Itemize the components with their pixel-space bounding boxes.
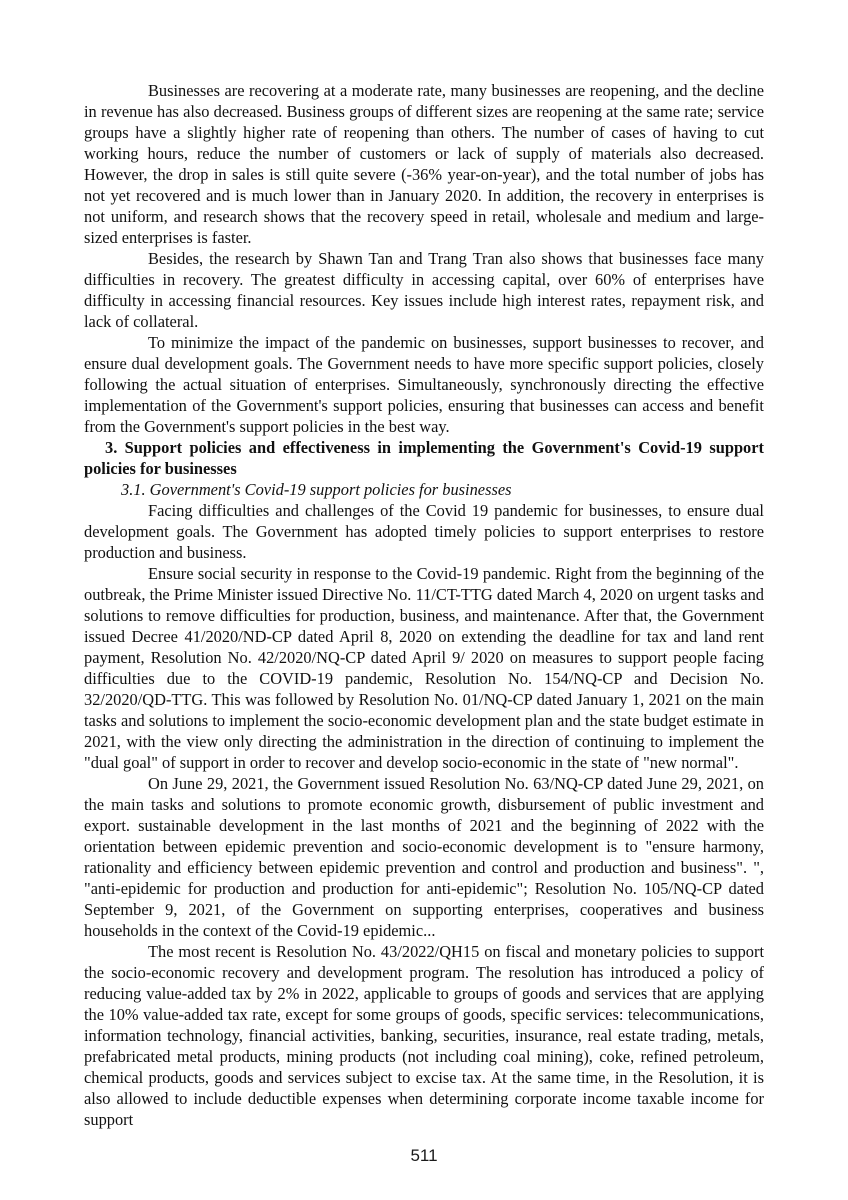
paragraph-recovery-difficulties: Besides, the research by Shawn Tan and Trang Tran also shows that businesses face many difficulties in recovery. The greatest difficulty in accessing capital, over 60% of enterprises have difficulty in accessing financial resources. Key issues include high interest rates, repayment risk, and lack of collateral. bbox=[84, 249, 764, 331]
paragraph-recovery-rate: Businesses are recovering at a moderate rate, many businesses are reopening, and the decline in revenue has also decreased. Business groups of different sizes are reopening at the same rate; service groups have a slightly higher rate of reopening than others. The number of cases of having to cut working hours, reduce the number of customers or lack of supply of materials also decreased. However, the drop in sales is still quite severe (-36% year-on-year), and the total number of jobs has not yet recovered and is much lower than in January 2020. In addition, the recovery in enterprises is not uniform, and research shows that the recovery speed in retail, wholesale and medium and large-sized enterprises is faster. bbox=[84, 81, 764, 247]
page-number: 511 bbox=[410, 1146, 438, 1165]
section-3-heading: 3. Support policies and effectiveness in implementing the Government's Covid-19 support policies for businesses bbox=[84, 438, 764, 478]
paragraph-resolution-63: On June 29, 2021, the Government issued Resolution No. 63/NQ-CP dated June 29, 2021, on the main tasks and solutions to promote economic growth, disbursement of public investment and export. sustainable development in the last months of 2021 and the beginning of 2022 with the orientation between epidemic prevention and socio-economic development is to "ensure harmony, rationality and efficiency between epidemic prevention and control and production and business". ", "anti-epidemic for production and production for anti-epidemic"; Resolution No. 105/NQ-CP dated September 9, 2021, of the Government on supporting enterprises, cooperatives and business households in the context of the Covid-19 epidemic... bbox=[84, 774, 764, 940]
page-body-text bbox=[84, 80, 764, 1130]
paragraph-facing-difficulties: Facing difficulties and challenges of the Covid 19 pandemic for businesses, to ensure dual development goals. The Government has adopted timely policies to support enterprises to restore production and business. bbox=[84, 501, 764, 562]
paragraph-minimize-impact: To minimize the impact of the pandemic on businesses, support businesses to recover, and ensure dual development goals. The Government needs to have more specific support policies, closely following the actual situation of enterprises. Simultaneously, synchronously directing the effective implementation of the Government's support policies, ensuring that businesses can access and benefit from the Government's support policies in the best way. bbox=[84, 333, 764, 436]
section-3-1-subheading: 3.1. Government's Covid-19 support policies for businesses bbox=[121, 480, 512, 499]
paragraph-social-security-policies: Ensure social security in response to the Covid-19 pandemic. Right from the beginning of the outbreak, the Prime Minister issued Directive No. 11/CT-TTG dated March 4, 2020 on urgent tasks and solutions to remove difficulties for production, business, and maintenance. After that, the Government issued Decree 41/2020/ND-CP dated April 8, 2020 on extending the deadline for tax and land rent payment, Resolution No. 42/2020/NQ-CP dated April 9/ 2020 on measures to support people facing difficulties due to the COVID-19 pandemic, Resolution No. 154/NQ-CP and Decision No. 32/2020/QD-TTG. This was followed by Resolution No. 01/NQ-CP dated January 1, 2021 on the main tasks and solutions to implement the socio-economic development plan and the state budget estimate in 2021, with the view only directing the administration in the direction of continuing to implement the "dual goal" of support in order to recover and develop socio-economic in the state of "new normal". bbox=[84, 564, 764, 772]
paragraph-resolution-43: The most recent is Resolution No. 43/2022/QH15 on fiscal and monetary policies to support the socio-economic recovery and development program. The resolution has introduced a policy of reducing value-added tax by 2% in 2022, applicable to groups of goods and services that are applying the 10% value-added tax rate, except for some groups of goods, specific services: telecommunications, information technology, financial activities, banking, securities, insurance, real estate trading, metals, prefabricated metal products, mining products (not including coal mining), coke, refined petroleum, chemical products, goods and services subject to excise tax. At the same time, in the Resolution, it is also allowed to include deductible expenses when determining corporate income taxable income for support bbox=[84, 942, 764, 1129]
